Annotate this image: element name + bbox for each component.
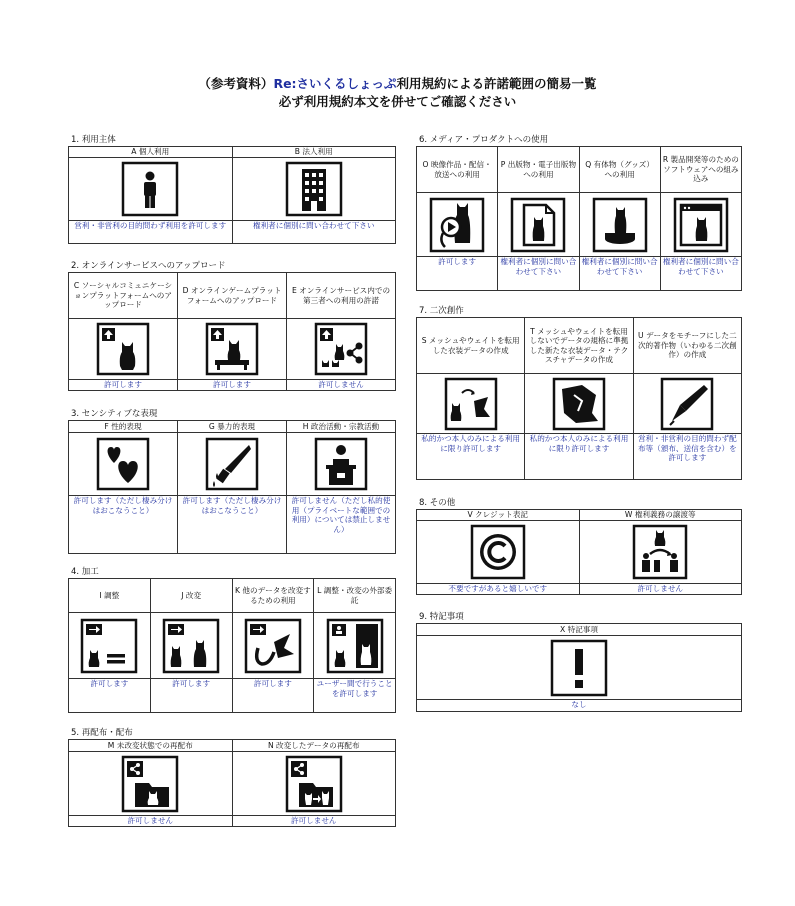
item-label: M 未改変状態での再配布 <box>69 740 233 752</box>
item-result: なし <box>417 700 742 712</box>
item-label: A 個人利用 <box>69 147 233 158</box>
item-result: 許可しません <box>579 584 742 595</box>
section-title: 6. メディア・プロダクトへの使用 <box>419 135 549 145</box>
item-label: L 調整・改変の外部委託 <box>314 579 396 613</box>
item-result: 許可します <box>69 380 178 391</box>
building-icon <box>285 161 343 217</box>
item-result: 許可します <box>178 380 287 391</box>
exclamation-icon <box>550 639 608 697</box>
section-processing <box>68 566 396 713</box>
item-result: 権利者に個別に問い合わせて下さい <box>579 257 660 291</box>
item-result: 不要ですがあると嬉しいです <box>417 584 580 595</box>
item-result: 許可しません（ただし私的使用（プライベートな範囲での利用）については禁止しません） <box>287 496 396 554</box>
section-title: 9. 特記事項 <box>419 612 464 622</box>
item-result: 許可します <box>150 679 232 713</box>
cloth-icon <box>552 377 606 431</box>
section-usage-subject <box>68 134 396 244</box>
mesh-reuse-icon <box>444 377 498 431</box>
software-icon <box>673 197 729 253</box>
title-brand: Re:さいくるしょっぷ <box>273 76 397 91</box>
section-online-upload <box>68 260 396 391</box>
item-label: S メッシュやウェイトを転用した衣装データの作成 <box>417 318 525 374</box>
item-label: N 改変したデータの再配布 <box>232 740 396 752</box>
publication-icon <box>510 197 566 253</box>
section-redistribution <box>68 727 396 827</box>
person-icon <box>121 161 179 217</box>
item-result: 権利者に個別に問い合わせて下さい <box>232 221 396 244</box>
modify-icon <box>162 618 220 674</box>
item-label: R 製品開発等のためのソフトウェアへの組み込み <box>660 147 741 193</box>
item-label: J 改変 <box>150 579 232 613</box>
goods-icon <box>592 197 648 253</box>
hearts-icon <box>96 437 150 491</box>
transfer-icon <box>632 524 688 580</box>
item-result: 許可します（ただし棲み分けはおこなうこと） <box>69 496 178 554</box>
item-result: 許可します <box>69 679 151 713</box>
section-sensitive <box>68 408 396 554</box>
section-derivative <box>416 305 742 480</box>
item-result: 許可します（ただし棲み分けはおこなうこと） <box>178 496 287 554</box>
item-result: 権利者に個別に問い合わせて下さい <box>660 257 741 291</box>
item-label: F 性的表現 <box>69 421 178 433</box>
section-media-products <box>416 134 742 291</box>
item-result: 私的かつ本人のみによる利用に限り許可します <box>417 434 525 480</box>
redistribute-modified-icon <box>285 755 343 813</box>
item-result: 営利・非営利の目的問わず配布等（頒布、送信を含む）を許可します <box>633 434 741 480</box>
section-other <box>416 497 742 595</box>
copyright-icon <box>470 524 526 580</box>
item-result: 許可しません <box>232 816 396 827</box>
section-title: 8. その他 <box>419 498 456 508</box>
upload-share-icon <box>314 322 368 376</box>
section-title: 4. 加工 <box>71 567 99 577</box>
item-label: I 調整 <box>69 579 151 613</box>
item-label: D オンラインゲームプラットフォームへのアップロード <box>178 273 287 319</box>
section-title: 5. 再配布・配布 <box>71 728 133 738</box>
adjust-icon <box>80 618 138 674</box>
item-label: T メッシュやウェイトを転用しないでデータの規格に準拠した新たな衣装データ・テクスチャデータの作成 <box>525 318 633 374</box>
upload-game-icon <box>205 322 259 376</box>
pen-icon <box>660 377 714 431</box>
podium-icon <box>314 437 368 491</box>
item-label: U データをモチーフにした二次的著作物（いわゆる二次創作）の作成 <box>633 318 741 374</box>
item-label: O 映像作品・配信・放送への利用 <box>417 147 498 193</box>
item-label: G 暴力的表現 <box>178 421 287 433</box>
item-result: 許可しません <box>69 816 233 827</box>
title-prefix: （参考資料） <box>198 76 274 91</box>
redistribute-icon <box>121 755 179 813</box>
item-result: 権利者に個別に問い合わせて下さい <box>498 257 579 291</box>
title-suffix: 利用規約による許諾範囲の簡易一覧 <box>396 76 597 91</box>
item-result: 許可しません <box>287 380 396 391</box>
section-title: 1. 利用主体 <box>71 135 116 145</box>
item-label: V クレジット表記 <box>417 510 580 521</box>
upload-avatar-icon <box>96 322 150 376</box>
section-title: 3. センシティブな表現 <box>71 409 158 419</box>
outsource-icon <box>326 618 384 674</box>
item-result: 許可します <box>232 679 314 713</box>
item-label: H 政治活動・宗教活動 <box>287 421 396 433</box>
item-label: K 他のデータを改変するための利用 <box>232 579 314 613</box>
item-label: E オンラインサービス内での第三者への利用の許諾 <box>287 273 396 319</box>
item-label: Q 有体物（グッズ）への利用 <box>579 147 660 193</box>
item-label: B 法人利用 <box>232 147 396 158</box>
page-title <box>0 74 795 92</box>
page-subtitle: 必ず利用規約本文を併せてご確認ください <box>278 94 517 109</box>
item-label: W 権利義務の譲渡等 <box>579 510 742 521</box>
section-title: 7. 二次創作 <box>419 306 464 316</box>
derive-icon <box>244 618 302 674</box>
item-result: ユーザー間で行うことを許可します <box>314 679 396 713</box>
video-icon <box>429 197 485 253</box>
section-special-notes <box>416 611 742 712</box>
item-result: 営利・非営利の目的問わず利用を許可します <box>69 221 233 244</box>
item-label: P 出版物・電子出版物への利用 <box>498 147 579 193</box>
item-result: 許可します <box>417 257 498 291</box>
item-label: C ソーシャルコミュニケーションプラットフォームへのアップロード <box>69 273 178 319</box>
item-label: X 特記事項 <box>417 624 742 636</box>
knife-icon <box>205 437 259 491</box>
section-title: 2. オンラインサービスへのアップロード <box>71 261 226 271</box>
item-result: 私的かつ本人のみによる利用に限り許可します <box>525 434 633 480</box>
